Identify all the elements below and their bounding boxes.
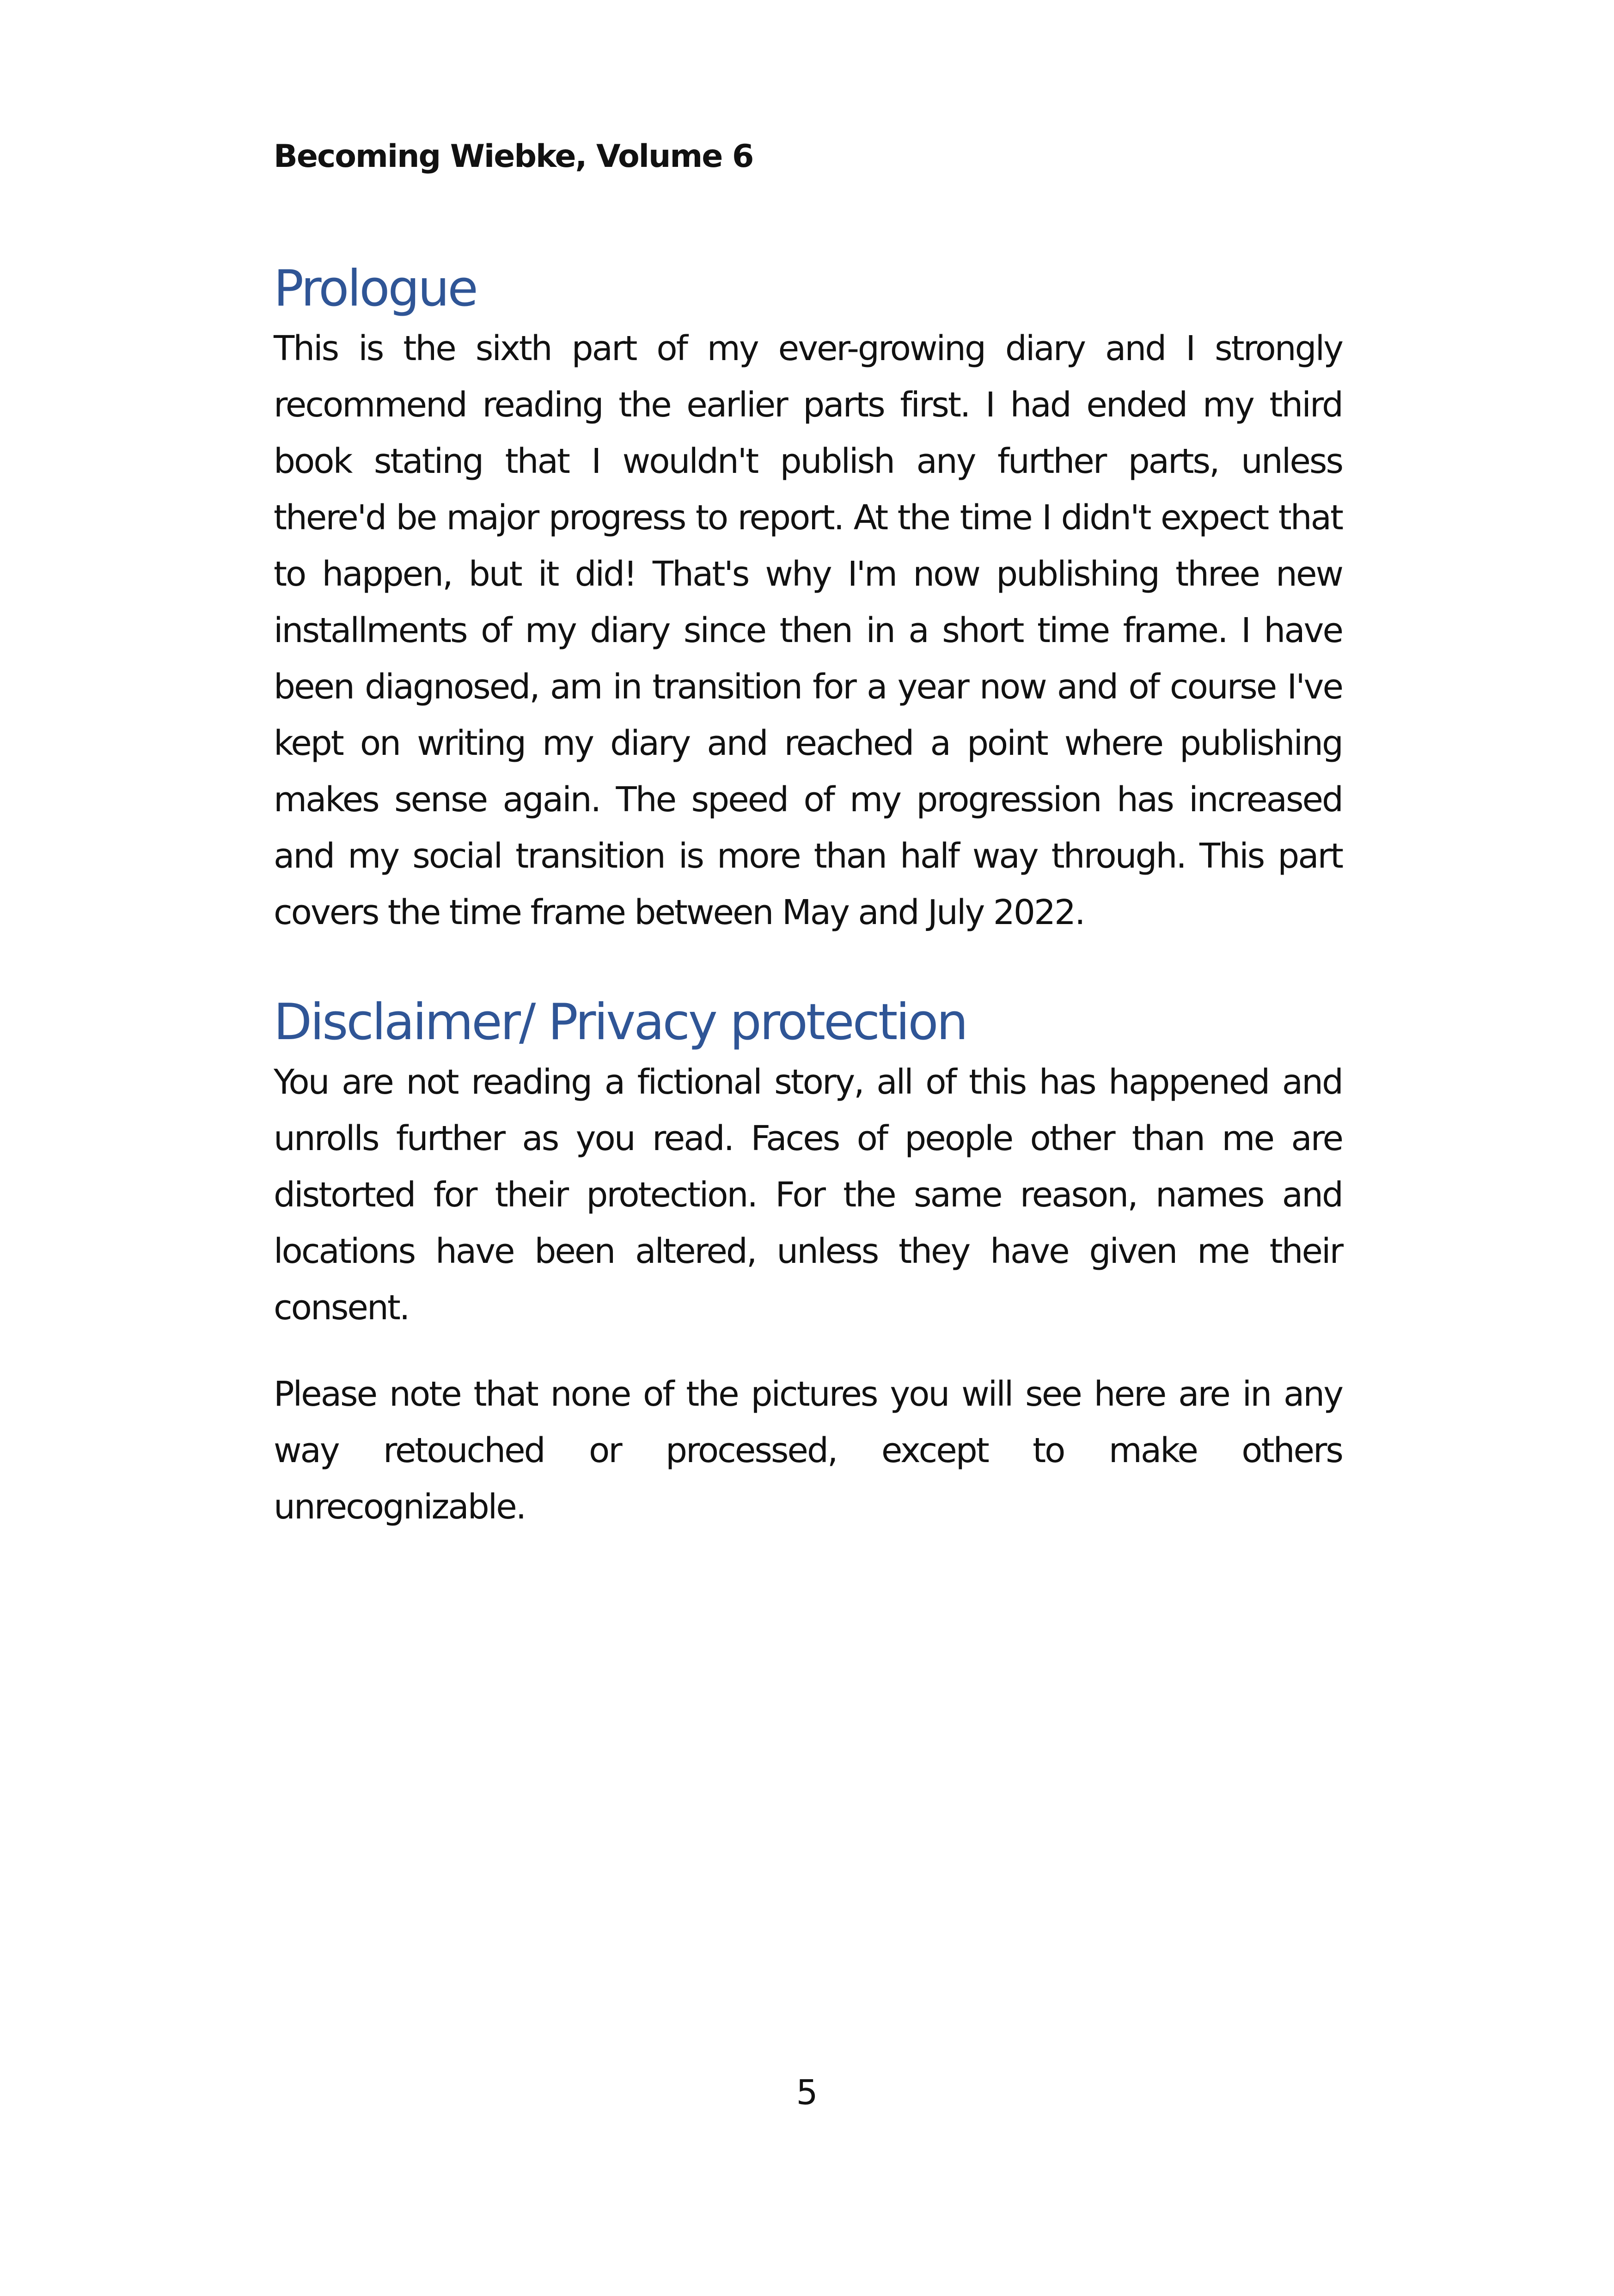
page-content bbox=[274, 138, 1342, 1535]
disclaimer-paragraph: You are not reading a fictional story, all of this has happened and unrolls further as you read. Faces of people other than me are distorted for their protection. For the same reason, names and locations have been altered, unless they have given me their consent. bbox=[274, 1062, 1342, 1328]
running-header: Becoming Wiebke, Volume 6 bbox=[274, 138, 753, 175]
disclaimer-heading: Disclaimer/ Privacy protection bbox=[274, 993, 966, 1051]
page-number: 5 bbox=[796, 2073, 818, 2112]
pictures-note-paragraph: Please note that none of the pictures you will see here are in any way retouched or processed, except to make others unrecognizable. bbox=[274, 1374, 1342, 1527]
prologue-paragraph: This is the sixth part of my ever-growing diary and I strongly recommend reading the earlier parts first. I had ended my third book stating that I wouldn't publish any further parts, unless there'd be major progress to report. At the time I didn't expect that to happen, but it did! That's why I'm now publishing three new installments of my diary since then in a short time frame. I have been diagnosed, am in transition for a year now and of course I've kept on writing my diary and reached a point where publishing makes sense again. The speed of my progression has increased and my social transition is more than half way through. This part covers the time frame between May and July 2022. bbox=[274, 328, 1342, 932]
prologue-heading: Prologue bbox=[274, 260, 477, 318]
